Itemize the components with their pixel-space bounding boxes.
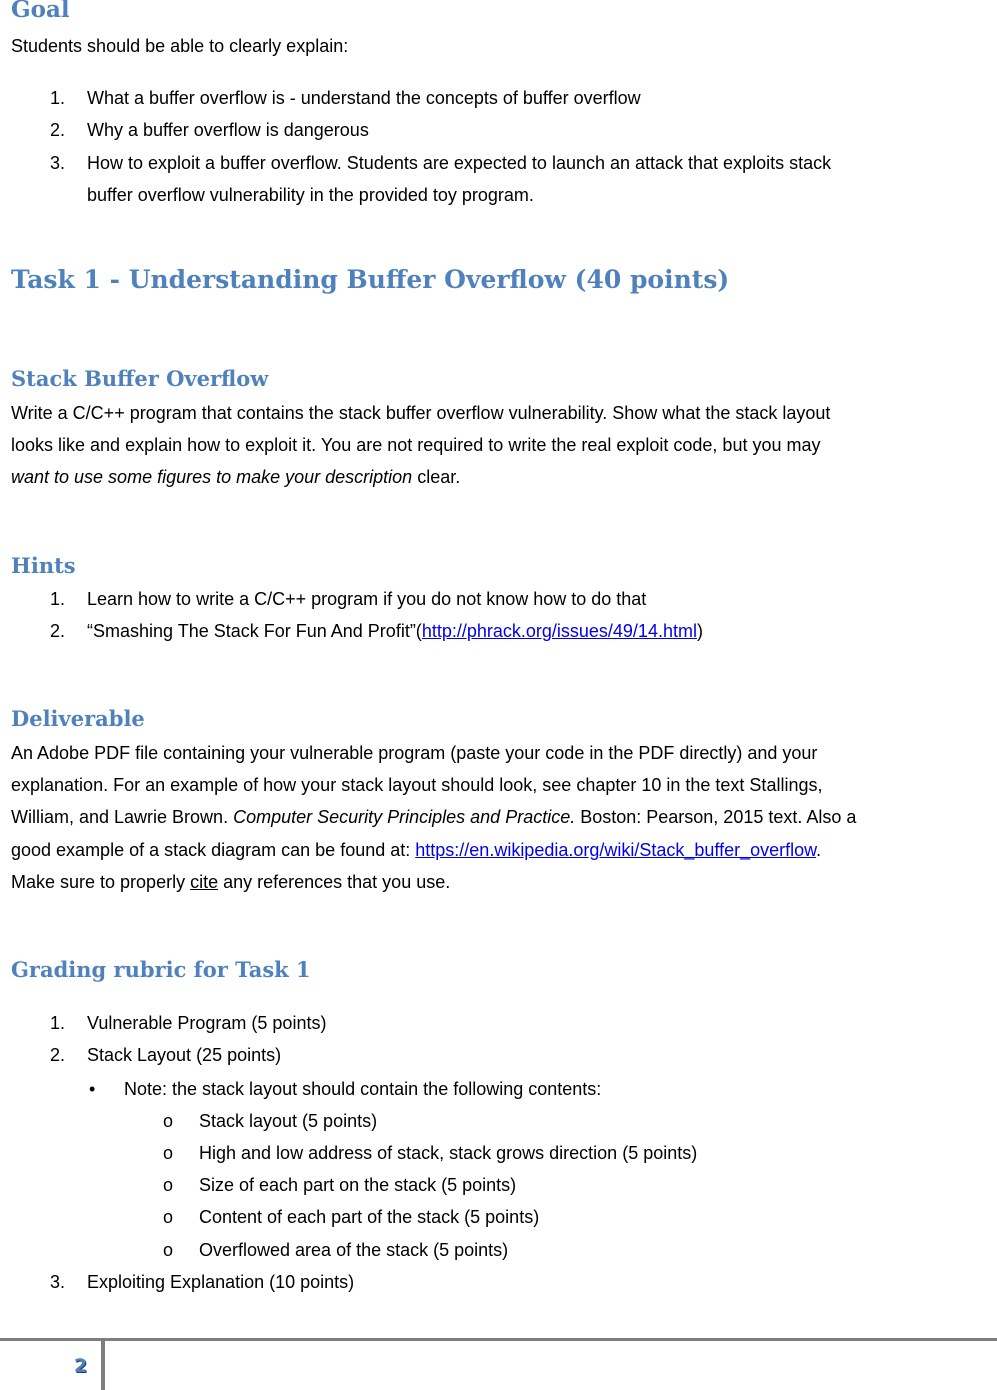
sub-bullet-icon: o xyxy=(163,1111,174,1131)
goal-intro: Students should be able to clearly explain: xyxy=(11,36,349,56)
stack-overflow-heading: Stack Buffer Overflow xyxy=(11,366,269,391)
deliverable-heading: Deliverable xyxy=(11,706,145,731)
phrack-link[interactable]: http://phrack.org/issues/49/14.html xyxy=(421,621,697,641)
stack-paragraph-line: looks like and explain how to exploit it. You are not required to write the real exploit code, but you may xyxy=(11,435,821,455)
deliverable-paragraph-line: Make sure to properly cite any references that you use. xyxy=(11,872,451,892)
stack-paragraph-line: want to use some figures to make your description clear. xyxy=(11,467,461,487)
wikipedia-link[interactable]: https://en.wikipedia.org/wiki/Stack_buffer_overflow xyxy=(415,840,817,860)
cite-term: cite xyxy=(190,872,219,892)
sub-bullet-icon: o xyxy=(163,1207,174,1227)
footer-vertical-divider xyxy=(101,1338,105,1390)
sub-bullet-icon: o xyxy=(163,1240,174,1260)
footer-divider xyxy=(0,1338,997,1341)
bullet-icon: • xyxy=(89,1079,96,1099)
sub-bullet-icon: o xyxy=(163,1175,174,1195)
hints-heading: Hints xyxy=(11,553,76,578)
page-number: 2 xyxy=(74,1355,88,1377)
deliverable-paragraph-line: An Adobe PDF file containing your vulnerable program (paste your code in the PDF directly) and your xyxy=(11,743,818,763)
stack-paragraph-line: Write a C/C++ program that contains the stack buffer overflow vulnerability. Show what the stack layout xyxy=(11,403,831,423)
sub-bullet-icon: o xyxy=(163,1143,174,1163)
deliverable-paragraph-line: William, and Lawrie Brown. Computer Security Principles and Practice. Boston: Pearson, 2015 text. Also a xyxy=(11,807,857,827)
rubric-heading: Grading rubric for Task 1 xyxy=(11,957,311,982)
goal-heading: Goal xyxy=(11,0,70,23)
deliverable-paragraph-line: explanation. For an example of how your stack layout should look, see chapter 10 in the text Stallings, xyxy=(11,775,823,795)
task1-heading: Task 1 - Understanding Buffer Overflow (40 points) xyxy=(11,265,730,294)
document-page: Goal Students should be able to clearly explain: 1. What a buffer overflow is - understand the concepts of buffer overflow 2. Why a buffer overflow is dangerous 3. How to exploit a buffer overflow. Students are expected to launch an attack that exploits stack buffer overflow vulnerability in the provided toy program. Task 1 - Understanding Buffer Overflow (40 points) Stack Buffer Overflow Write a C/C++ program that contains the stack buffer overflow vulnerability. Show what the stack layout looks like and explain how to exploit it. You are not required to write the real exploit code, but you may want to use some figures to make your description clear. Hints 1. Learn how to write a C/C++ program if you do not know how to do that 2. “Smashing The Stack For Fun And Profit”(http://phrack.org/issues/49/14.html) Deliverable An Adobe PDF file containing your vulnerable program (paste your code in the PDF directly) and your explanation. For an example of how your stack layout should look, see chapter 10 in the text Stallings, William, and Lawrie Brown. Computer Security Principles and Practice. Boston: Pearson, 2015 text. Also a good example of a stack diagram can be found at: https://en.wikipedia.org/wiki/Stack_buffer_overflow. Make sure to properly cite any references that you use. Grading rubric for Task 1 1. Vulnerable Program (5 points) 2. Stack Layout (25 points) • Note: the stack layout should contain the following contents: o Stack layout (5 points) o High and low address of stack, stack grows direction (5 points) o Size of each part on the stack (5 points) o Content of each part of the stack (5 points) o Overflowed area of the stack (5 points) 3. Exploiting Explanation (10 points) 2 xyxy=(0,0,997,1390)
deliverable-paragraph-line: good example of a stack diagram can be found at: https://en.wikipedia.org/wiki/Stack_buffer_overflow. xyxy=(11,840,822,860)
